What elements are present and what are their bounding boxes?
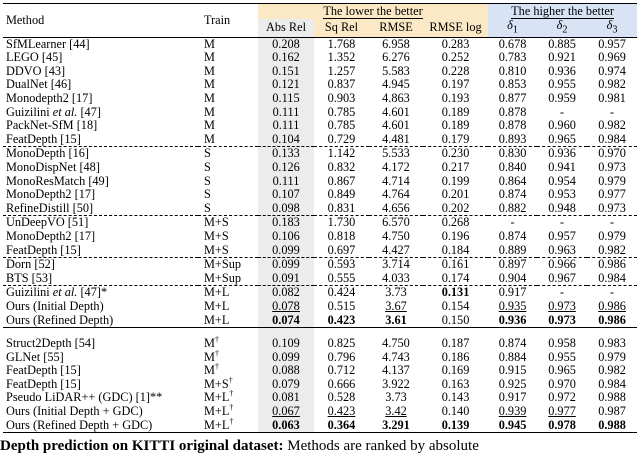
- value-cell: 0.143: [441, 390, 470, 405]
- group-gap: [3, 328, 637, 338]
- value-cell: 0.174: [423, 272, 488, 286]
- value-cell: 0.957: [548, 228, 576, 243]
- value-cell: 0.831: [314, 202, 369, 216]
- value-cell: 0.977: [548, 404, 576, 419]
- value-cell: 0.936: [488, 314, 537, 328]
- value-cell: 0.973: [598, 159, 626, 174]
- value-cell: 0.958: [548, 336, 576, 351]
- value-cell: 0.874: [498, 187, 527, 202]
- value-cell: 0.984: [587, 272, 637, 286]
- value-cell: 0.098: [258, 202, 314, 216]
- value-cell: 4.601: [382, 118, 410, 133]
- value-cell: 0.986: [598, 298, 626, 313]
- value-cell: 0.982: [587, 244, 637, 258]
- value-cell: 0.189: [441, 118, 470, 133]
- table-row: [3, 419, 637, 433]
- value-cell: 0.111: [258, 106, 314, 120]
- table-row: [3, 51, 637, 65]
- table-row: [3, 133, 637, 147]
- col-abs-rel: Abs Rel: [258, 19, 314, 38]
- value-cell: 0.126: [258, 161, 314, 175]
- value-cell: 0.978: [537, 419, 587, 433]
- train-cell: M†: [204, 362, 219, 378]
- table-row: [3, 286, 637, 300]
- value-cell: 4.601: [382, 104, 410, 119]
- value-cell: 0.837: [327, 77, 356, 92]
- train-cell: M+S†: [204, 375, 233, 391]
- train-cell: M: [204, 63, 215, 78]
- value-cell: 0.091: [258, 272, 314, 286]
- value-cell: 0.882: [488, 202, 537, 216]
- value-cell: 3.73: [385, 285, 407, 300]
- value-cell: 0.935: [498, 298, 527, 313]
- value-cell: 0.840: [498, 159, 527, 174]
- value-cell: 0.729: [314, 133, 369, 147]
- value-cell: 6.570: [382, 215, 410, 230]
- table-row: [3, 300, 637, 314]
- value-cell: 0.133: [258, 147, 314, 161]
- table-row: [3, 351, 637, 365]
- value-cell: 0.796: [327, 349, 356, 364]
- value-cell: 4.427: [369, 244, 423, 258]
- value-cell: 0.528: [327, 390, 356, 405]
- value-cell: 0.884: [498, 349, 527, 364]
- value-cell: 0.984: [587, 133, 637, 147]
- table-row: [3, 119, 637, 133]
- value-cell: 0.877: [498, 91, 527, 106]
- value-cell: 0.079: [258, 378, 314, 392]
- col-train: Train: [198, 4, 258, 38]
- value-cell: 0.979: [598, 173, 626, 188]
- value-cell: 0.948: [537, 202, 587, 216]
- train-cell: M+S: [198, 244, 258, 258]
- value-cell: 0.832: [327, 159, 356, 174]
- train-cell: M+Sup: [204, 257, 242, 272]
- value-cell: 4.172: [382, 159, 410, 174]
- table-row: [3, 92, 637, 106]
- value-cell: 0.199: [441, 173, 470, 188]
- train-cell: M: [204, 36, 215, 51]
- value-cell: 0.140: [441, 404, 470, 419]
- method-cell: DualNet [46]: [6, 77, 72, 92]
- value-cell: 0.424: [327, 285, 356, 300]
- value-cell: 0.088: [258, 364, 314, 378]
- value-cell: 1.352: [327, 50, 356, 65]
- value-cell: 0.106: [258, 230, 314, 244]
- table-row: [3, 391, 637, 405]
- value-cell: 0.697: [314, 244, 369, 258]
- value-cell: 0.878: [498, 118, 527, 133]
- value-cell: 0.104: [258, 133, 314, 147]
- value-cell: 0.131: [441, 285, 470, 300]
- table-row: [3, 37, 637, 51]
- value-cell: 0.197: [441, 77, 470, 92]
- value-cell: 0.163: [441, 376, 470, 391]
- value-cell: 0.974: [598, 63, 626, 78]
- value-cell: 0.957: [598, 36, 626, 51]
- method-cell: FeatDepth [15]: [6, 376, 81, 391]
- col-rmse-log: RMSE log: [423, 19, 488, 38]
- train-cell: M+L: [204, 298, 230, 313]
- value-cell: 4.945: [382, 77, 410, 92]
- col-delta2: $\delta_2$: [537, 19, 587, 38]
- value-cell: 0.081: [258, 391, 314, 405]
- col-sq-rel: Sq Rel: [314, 19, 369, 38]
- train-cell: M+L†: [204, 389, 234, 405]
- value-cell: 0.139: [423, 419, 488, 433]
- value-cell: 0.966: [548, 257, 576, 272]
- method-cell: Dorn [52]: [6, 257, 55, 272]
- table-row: [3, 78, 637, 92]
- train-cell: M: [204, 104, 215, 119]
- value-cell: 0.988: [598, 390, 626, 405]
- train-cell: M: [204, 77, 215, 92]
- value-cell: 0.074: [258, 314, 314, 328]
- value-cell: 3.73: [385, 390, 407, 405]
- train-cell: M: [204, 118, 215, 133]
- value-cell: 0.187: [441, 336, 470, 351]
- value-cell: 0.904: [488, 272, 537, 286]
- value-cell: 0.925: [498, 376, 527, 391]
- value-cell: 0.067: [258, 405, 314, 419]
- value-cell: 0.230: [441, 146, 470, 161]
- value-cell: 5.533: [382, 146, 410, 161]
- method-cell: PackNet-SfM [18]: [6, 118, 98, 133]
- value-cell: 0.121: [258, 78, 314, 92]
- train-cell: S: [204, 173, 211, 188]
- table-row: [3, 202, 637, 216]
- value-cell: 0.849: [327, 187, 356, 202]
- value-cell: 4.656: [369, 202, 423, 216]
- value-cell: 0.955: [548, 349, 576, 364]
- value-cell: 0.977: [598, 187, 626, 202]
- value-cell: 0.111: [258, 175, 314, 189]
- value-cell: 4.750: [382, 228, 410, 243]
- method-cell: MonoResMatch [49]: [6, 173, 109, 188]
- value-cell: 0.150: [423, 314, 488, 328]
- method-cell: Guizilini et al. [47]*: [6, 285, 108, 300]
- train-cell: M+Sup: [198, 272, 258, 286]
- value-cell: 0.970: [598, 146, 626, 161]
- value-cell: 0.864: [498, 173, 527, 188]
- value-cell: 0.917: [498, 285, 527, 300]
- table-body: [3, 37, 637, 433]
- value-cell: 0.109: [258, 337, 314, 351]
- col-rmse: RMSE: [369, 19, 423, 38]
- value-cell: 0.678: [498, 36, 527, 51]
- value-cell: 0.963: [537, 244, 587, 258]
- value-cell: 0.179: [423, 133, 488, 147]
- col-delta1: $\delta_1$: [488, 19, 537, 38]
- table-row: [3, 161, 637, 175]
- table-row: [3, 216, 637, 230]
- value-cell: 0.889: [488, 244, 537, 258]
- value-cell: 0.986: [587, 314, 637, 328]
- value-cell: 0.268: [441, 215, 470, 230]
- value-cell: 0.939: [498, 404, 527, 419]
- value-cell: 0.965: [537, 133, 587, 147]
- value-cell: 0.960: [548, 118, 576, 133]
- value-cell: 0.979: [598, 228, 626, 243]
- method-cell: Ours (Initial Depth): [6, 298, 104, 313]
- method-cell: Pseudo LiDAR++ (GDC) [1]**: [6, 390, 163, 405]
- table-row: [3, 244, 637, 258]
- value-cell: 0.082: [258, 286, 314, 300]
- table-row: [3, 405, 637, 419]
- value-cell: 4.481: [369, 133, 423, 147]
- value-cell: 0.986: [598, 257, 626, 272]
- value-cell: 0.936: [548, 146, 576, 161]
- method-cell: MonoDepth [16]: [6, 146, 89, 161]
- value-cell: 0.973: [548, 298, 576, 313]
- value-cell: 0.965: [548, 363, 576, 378]
- results-table: [3, 3, 637, 433]
- col-delta3: $\delta_3$: [587, 19, 637, 38]
- method-cell: DDVO [43]: [6, 63, 66, 78]
- method-cell: Ours (Refined Depth): [3, 314, 198, 328]
- value-cell: 0.818: [327, 228, 356, 243]
- method-cell: Struct2Depth [54]: [6, 336, 96, 351]
- method-cell: FeatDepth [15]: [3, 244, 198, 258]
- value-cell: 0.945: [488, 419, 537, 433]
- value-cell: 0.078: [258, 300, 314, 314]
- value-cell: -: [559, 215, 565, 230]
- value-cell: 0.099: [258, 244, 314, 258]
- value-cell: 0.981: [598, 91, 626, 106]
- value-cell: 0.982: [598, 118, 626, 133]
- train-cell: S: [204, 187, 211, 202]
- table-row: [3, 378, 637, 392]
- value-cell: 0.111: [258, 119, 314, 133]
- value-cell: 0.183: [258, 216, 314, 230]
- value-cell: 0.196: [441, 228, 470, 243]
- value-cell: 1.142: [327, 146, 356, 161]
- value-cell: 3.42: [385, 404, 407, 419]
- value-cell: 0.202: [423, 202, 488, 216]
- table-row: [3, 230, 637, 244]
- table-row: [3, 65, 637, 79]
- value-cell: 0.515: [327, 298, 356, 313]
- value-cell: 0.982: [598, 77, 626, 92]
- method-cell: RefineDistill [50]: [3, 202, 198, 216]
- table-row: [3, 147, 637, 161]
- value-cell: 0.988: [587, 419, 637, 433]
- value-cell: 4.863: [382, 91, 410, 106]
- train-cell: M+S: [204, 215, 229, 230]
- value-cell: 0.115: [258, 92, 314, 106]
- value-cell: 0.941: [548, 159, 576, 174]
- method-cell: GLNet [55]: [6, 349, 64, 364]
- method-cell: Guizilini et al. [47]: [6, 104, 101, 119]
- value-cell: 0.917: [498, 390, 527, 405]
- value-cell: 3.922: [382, 376, 410, 391]
- value-cell: -: [609, 285, 615, 300]
- value-cell: 0.666: [327, 376, 356, 391]
- value-cell: 0.099: [258, 351, 314, 365]
- value-cell: 0.423: [327, 404, 356, 419]
- value-cell: 0.954: [548, 173, 576, 188]
- value-cell: 0.967: [537, 272, 587, 286]
- col-method: Method: [3, 4, 198, 38]
- value-cell: 0.099: [258, 258, 314, 272]
- train-cell: M: [204, 50, 215, 65]
- value-cell: 3.291: [369, 419, 423, 433]
- value-cell: 0.712: [327, 363, 356, 378]
- value-cell: 0.193: [441, 91, 470, 106]
- value-cell: 0.063: [258, 419, 314, 433]
- value-cell: 0.830: [498, 146, 527, 161]
- value-cell: 0.186: [441, 349, 470, 364]
- table-row: [3, 337, 637, 351]
- value-cell: 6.276: [382, 50, 410, 65]
- table-row: [3, 314, 637, 328]
- value-cell: 0.162: [258, 51, 314, 65]
- value-cell: 0.897: [498, 257, 527, 272]
- table-row: [3, 364, 637, 378]
- value-cell: 0.973: [537, 314, 587, 328]
- value-cell: 0.874: [498, 228, 527, 243]
- value-cell: 0.936: [548, 63, 576, 78]
- value-cell: 0.867: [327, 173, 356, 188]
- method-cell: Monodepth2 [17]: [6, 91, 93, 106]
- method-cell: MonoDispNet [48]: [6, 159, 100, 174]
- value-cell: 0.555: [314, 272, 369, 286]
- value-cell: 0.810: [498, 63, 527, 78]
- method-cell: LEGO [45]: [6, 50, 63, 65]
- method-cell: FeatDepth [15]: [6, 363, 81, 378]
- higher-better-group: The higher the better: [488, 4, 637, 19]
- train-cell: S: [204, 159, 211, 174]
- value-cell: 0.982: [598, 363, 626, 378]
- value-cell: 0.364: [314, 419, 369, 433]
- value-cell: 0.970: [548, 376, 576, 391]
- train-cell: M+L: [204, 285, 230, 300]
- value-cell: -: [609, 104, 615, 119]
- train-cell: M: [198, 133, 258, 147]
- method-cell: SfMLearner [44]: [6, 36, 90, 51]
- value-cell: 0.979: [598, 349, 626, 364]
- value-cell: 1.257: [327, 63, 356, 78]
- value-cell: 0.208: [258, 37, 314, 51]
- value-cell: 0.953: [548, 187, 576, 202]
- table-row: [3, 106, 637, 120]
- table-row: [3, 175, 637, 189]
- value-cell: 1.730: [327, 215, 356, 230]
- value-cell: 4.137: [382, 363, 410, 378]
- value-cell: 0.184: [423, 244, 488, 258]
- value-cell: 0.593: [327, 257, 356, 272]
- value-cell: 1.768: [327, 36, 356, 51]
- train-cell: M: [204, 91, 215, 106]
- value-cell: 0.154: [441, 298, 470, 313]
- value-cell: 0.921: [548, 50, 576, 65]
- value-cell: 4.764: [382, 187, 410, 202]
- value-cell: 0.983: [598, 336, 626, 351]
- figure-caption: Depth prediction on KITTI original dataset: Methods are ranked by absolute: [0, 438, 479, 454]
- train-cell: M+L: [198, 314, 258, 328]
- value-cell: 5.583: [382, 63, 410, 78]
- value-cell: 0.825: [327, 336, 356, 351]
- value-cell: 0.903: [327, 91, 356, 106]
- value-cell: 0.973: [587, 202, 637, 216]
- train-cell: M†: [204, 335, 219, 351]
- lower-better-group: The lower the better: [258, 4, 488, 19]
- value-cell: 4.743: [382, 349, 410, 364]
- value-cell: 4.714: [382, 173, 410, 188]
- value-cell: 0.228: [441, 63, 470, 78]
- value-cell: 0.969: [598, 50, 626, 65]
- method-cell: UnDeepVO [51]: [6, 215, 89, 230]
- method-cell: BTS [53]: [3, 272, 198, 286]
- value-cell: 0.853: [498, 77, 527, 92]
- value-cell: 4.033: [369, 272, 423, 286]
- train-cell: S: [204, 146, 211, 161]
- value-cell: 0.107: [258, 188, 314, 202]
- value-cell: 0.955: [548, 77, 576, 92]
- value-cell: 0.885: [548, 36, 576, 51]
- value-cell: 0.878: [498, 104, 527, 119]
- value-cell: -: [609, 215, 615, 230]
- value-cell: 4.750: [382, 336, 410, 351]
- method-cell: FeatDepth [15]: [3, 133, 198, 147]
- value-cell: 0.959: [548, 91, 576, 106]
- table-row: [3, 188, 637, 202]
- value-cell: 0.987: [598, 404, 626, 419]
- value-cell: 0.169: [441, 363, 470, 378]
- value-cell: 6.958: [382, 36, 410, 51]
- train-cell: M+L†: [198, 419, 258, 433]
- train-cell: S: [198, 202, 258, 216]
- method-cell: Ours (Refined Depth + GDC): [3, 419, 198, 433]
- train-cell: M+L†: [204, 402, 234, 419]
- method-cell: Ours (Initial Depth + GDC): [6, 404, 143, 419]
- value-cell: 0.874: [498, 336, 527, 351]
- value-cell: 0.785: [327, 118, 356, 133]
- value-cell: 0.189: [441, 104, 470, 119]
- value-cell: -: [559, 285, 565, 300]
- value-cell: -: [510, 215, 515, 230]
- value-cell: 0.984: [598, 376, 626, 391]
- header-group-row: [3, 4, 637, 19]
- value-cell: 0.201: [441, 187, 470, 202]
- value-cell: 0.161: [441, 257, 470, 272]
- train-cell: M†: [204, 348, 219, 364]
- method-cell: MonoDepth2 [17]: [6, 228, 96, 243]
- value-cell: 0.915: [498, 363, 527, 378]
- value-cell: 0.785: [327, 104, 356, 119]
- table-row: [3, 258, 637, 272]
- value-cell: 3.61: [369, 314, 423, 328]
- value-cell: 0.217: [441, 159, 470, 174]
- value-cell: 3.67: [385, 298, 407, 313]
- value-cell: -: [559, 104, 565, 119]
- value-cell: 0.783: [498, 50, 527, 65]
- train-cell: M+S: [204, 228, 229, 243]
- table-row: [3, 272, 637, 286]
- value-cell: 0.893: [488, 133, 537, 147]
- value-cell: 0.972: [548, 390, 576, 405]
- value-cell: 3.714: [382, 257, 410, 272]
- value-cell: 0.283: [441, 36, 470, 51]
- value-cell: 0.151: [258, 65, 314, 79]
- method-cell: MonoDepth2 [17]: [6, 187, 96, 202]
- value-cell: 0.252: [441, 50, 470, 65]
- value-cell: 0.423: [314, 314, 369, 328]
